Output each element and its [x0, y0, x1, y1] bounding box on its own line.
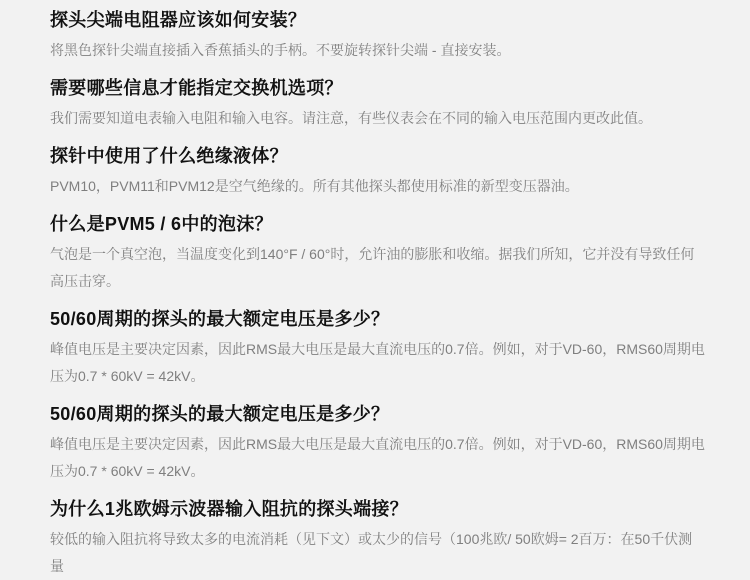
faq-question: 需要哪些信息才能指定交换机选项？ — [50, 78, 343, 98]
faq-question: 为什么1兆欧姆示波器输入阻抗的探头端接？ — [50, 499, 409, 519]
faq-item — [50, 212, 706, 295]
faq-answer: 我们需要知道电表输入电阻和输入电容。请注意，有些仪表会在不同的输入电压范围内更改此值。 — [50, 110, 652, 126]
faq-item — [50, 307, 706, 390]
faq-question: 50/60周期的探头的最大额定电压是多少？ — [50, 404, 390, 424]
faq-question: 什么是PVM5 / 6中的泡沫？ — [50, 214, 273, 234]
faq-answer: PVM10，PVM11和PVM12是空气绝缘的。所有其他探头都使用标准的新型变压器油。 — [50, 178, 579, 194]
faq-question: 探针中使用了什么绝缘液体？ — [50, 146, 288, 166]
faq-item — [50, 8, 706, 64]
faq-answer: 将黑色探针尖端直接插入香蕉插头的手柄。不要旋转探针尖端 - 直接安装。 — [50, 42, 511, 58]
faq-answer: 较低的输入阻抗将导致太多的电流消耗（见下文）或太少的信号（100兆欧/ 50欧姆= 2百万：在50千伏测量 — [50, 531, 693, 574]
faq-question: 50/60周期的探头的最大额定电压是多少？ — [50, 309, 390, 329]
faq-question: 探头尖端电阻器应该如何安装？ — [50, 10, 307, 30]
faq-answer: 峰值电压是主要决定因素，因此RMS最大电压是最大直流电压的0.7倍。例如，对于VD-60，RMS60周期电压为0.7 * 60kV = 42kV。 — [50, 341, 705, 384]
faq-item — [50, 76, 706, 132]
faq-answer: 峰值电压是主要决定因素，因此RMS最大电压是最大直流电压的0.7倍。例如，对于VD-60，RMS60周期电压为0.7 * 60kV = 42kV。 — [50, 436, 705, 479]
faq-item — [50, 402, 706, 485]
faq-item — [50, 497, 706, 580]
faq-item — [50, 144, 706, 200]
faq-answer: 气泡是一个真空泡，当温度变化到140°F / 60°时，允许油的膨胀和收缩。据我们所知，它并没有导致任何高压击穿。 — [50, 246, 695, 289]
